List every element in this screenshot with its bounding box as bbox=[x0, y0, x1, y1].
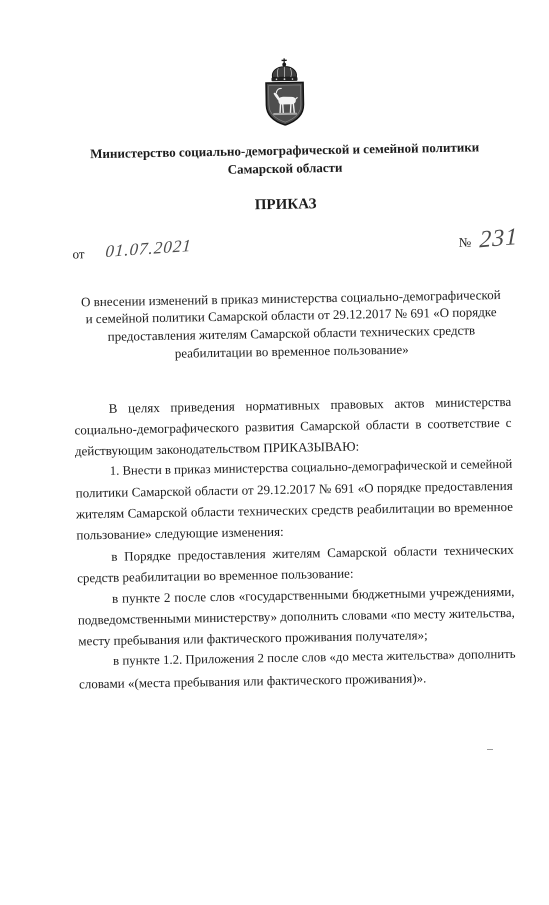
order-body bbox=[74, 390, 516, 694]
body-line: социально-демографического развития Самарской области в соответствие с bbox=[74, 414, 512, 438]
body-line: в Порядке предоставления жителям Самарской области технических bbox=[111, 541, 514, 564]
handwritten-number: 231 bbox=[479, 223, 519, 254]
body-paragraph bbox=[75, 454, 513, 546]
number-prefix: № bbox=[458, 234, 472, 250]
body-line: словами «(места пребывания или фактического проживания)». bbox=[78, 669, 427, 691]
title-line: предоставления жителям Самарской области технических средств bbox=[107, 322, 476, 344]
samara-coat-of-arms-icon bbox=[261, 57, 308, 126]
ministry-name-line: Самарской области bbox=[227, 159, 343, 177]
scan-mark bbox=[487, 749, 493, 750]
body-line: средств реабилитации во временное пользование: bbox=[77, 565, 354, 586]
crown-icon bbox=[271, 58, 297, 81]
document-type: ПРИКАЗ bbox=[254, 196, 317, 214]
date-prefix: от bbox=[72, 246, 85, 262]
body-paragraph bbox=[78, 644, 516, 694]
body-line: подведомственными министерству» дополнить словами «по месту жительства, bbox=[77, 604, 515, 628]
body-paragraph bbox=[77, 581, 515, 652]
title-line: О внесении изменений в приказ министерства социально-демографической bbox=[80, 286, 501, 310]
body-line: жителям Самарской области технических средств реабилитации во временное bbox=[75, 499, 514, 522]
body-line: пользование» следующие изменения: bbox=[76, 524, 284, 543]
ministry-name bbox=[65, 137, 506, 181]
document-sheet bbox=[53, 46, 534, 704]
ministry-name-line: Министерство социально-демографической и семейной политики bbox=[90, 138, 480, 161]
body-line: 1. Внести в приказ министерства социально-демографической и семейной bbox=[109, 456, 513, 478]
body-line: месту пребывания или фактического проживания получателя»; bbox=[78, 627, 428, 649]
body-line: действующим законодательством ПРИКАЗЫВАЮ: bbox=[74, 438, 360, 459]
handwritten-date: 01.07.2021 bbox=[104, 235, 192, 261]
body-line: в пункте 1.2. Приложения 2 после слов «до места жительства» дополнить bbox=[112, 647, 516, 669]
body-paragraph bbox=[74, 390, 512, 461]
title-line: реабилитации во временное пользование» bbox=[174, 341, 409, 361]
title-line: и семейной политики Самарской области от 29.12.2017 № 691 «О порядке bbox=[85, 304, 497, 327]
body-line: политики Самарской области от 29.12.2017 № 691 «О порядке предоставления bbox=[75, 477, 513, 501]
body-line: В целях приведения нормативных правовых актов министерства bbox=[108, 393, 512, 416]
order-title bbox=[72, 286, 510, 364]
grass-strip bbox=[273, 113, 297, 116]
body-line: в пункте 2 после слов «государственными бюджетными учреждениями, bbox=[111, 583, 515, 606]
